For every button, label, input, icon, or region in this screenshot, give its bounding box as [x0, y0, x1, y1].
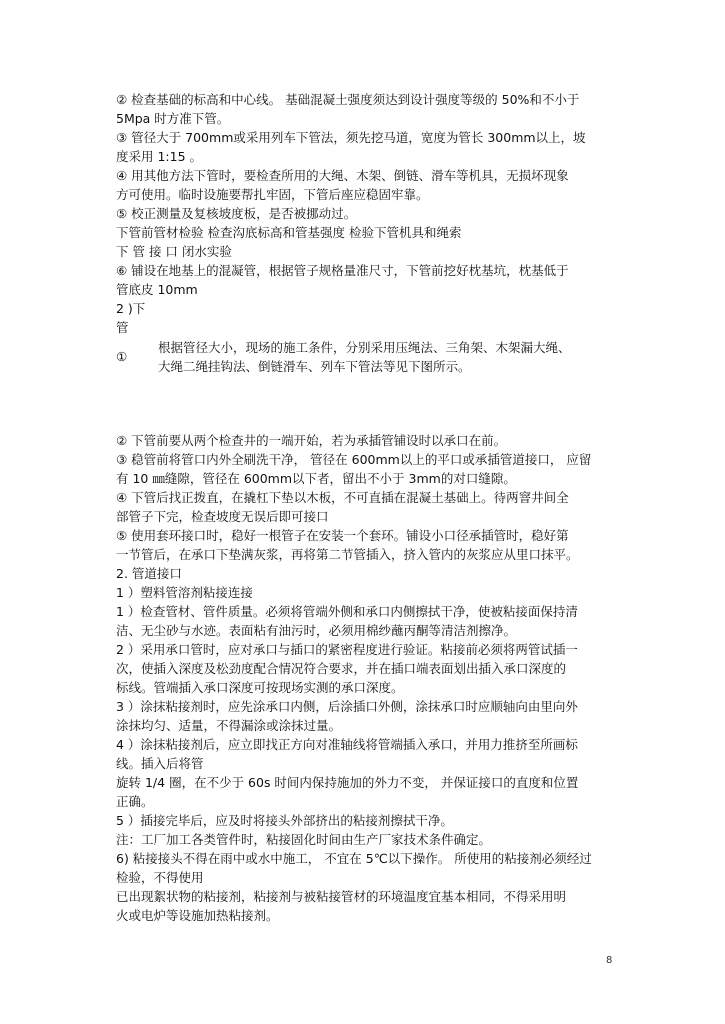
- text-line: 正确。: [116, 794, 154, 809]
- text-line: 2 ）采用承口管时，应对承口与插口的紧密程度进行验证。粘接前必须将两管试插一: [116, 642, 578, 657]
- text-line: 洁、无尘砂与水迹。表面粘有油污时，必须用棉纱蘸丙酮等清洁剂擦净。: [116, 623, 517, 638]
- text-line: 涂抹均匀、适量，不得漏涂或涂抹过量。: [116, 718, 342, 733]
- text-line: 管: [116, 320, 129, 335]
- text-line: 5 ）插接完毕后，应及时将接头外部挤出的粘接剂擦拭干净。: [116, 813, 453, 828]
- text-line: 已出现絮状物的粘接剂，粘接剂与被粘接管材的环境温度宜基本相同，不得采用明: [116, 889, 567, 904]
- text-line: ⑤ 校正测量及复核坡度板，是否被挪动过。: [116, 206, 357, 221]
- text-line: 根据管径大小，现场的施工条件，分别采用压绳法、三角架、木架漏大绳、: [158, 340, 571, 355]
- text-line: ⑥ 铺设在地基上的混凝管，根据管子规格量准尺寸，下管前挖好枕基坑，枕基低于: [116, 263, 569, 278]
- text-line: 火或电炉等设施加热粘接剂。: [116, 908, 279, 923]
- text-line: 旋转 1/4 圈，在不少于 60s 时间内保持施加的外力不变， 并保证接口的直度和位置: [116, 775, 579, 790]
- text-line: ⑤ 使用套环接口时，稳好一根管子在安装一个套环。铺设小口径承插管时，稳好第: [116, 528, 569, 543]
- text-line: 方可使用。临时设施要帮扎牢固，下管后座应稳固牢靠。: [116, 187, 429, 202]
- text-line: 次，使插入深度及松劲度配合情况符合要求，并在插口端表面划出插入承口深度的: [116, 661, 567, 676]
- text-line: 2 )下: [116, 301, 146, 316]
- text-line: 部管子下完，检查坡度无误后即可接口: [116, 509, 329, 524]
- text-line: 下 管 接 口 闭水实验: [116, 244, 232, 259]
- text-line: 3 ）涂抹粘接剂时，应先涂承口内侧，后涂插口外侧，涂抹承口时应顺轴向由里向外: [116, 699, 578, 714]
- text-line: 大绳二绳挂钩法、倒链滑车、列车下管法等见下图所示。: [158, 359, 471, 374]
- text-line: ② 下管前要从两个检查井的一端开始，若为承插管铺设时以承口在前。: [116, 433, 507, 448]
- text-line: 管底皮 10mm: [116, 282, 198, 297]
- text-line: ③ 管径大于 700mm或采用列车下管法，须先挖马道，宽度为管长 300mm以上，坡: [116, 130, 586, 145]
- text-line: 4 ）涂抹粘接剂后，应立即找正方向对准轴线将管端插入承口，并用力推挤至所画标: [116, 737, 578, 752]
- text-line: 有 10 ㎜缝隙，管径在 600mm以下者，留出不小于 3mm的对口缝隙。: [116, 471, 516, 486]
- text-line: 1 ）检查管材、管件质量。必须将管端外侧和承口内侧擦拭干净，使被粘接面保持清: [116, 604, 578, 619]
- text-line: 线。插入后将管: [116, 756, 204, 771]
- text-line: 标线。管端插入承口深度可按现场实测的承口深度。: [116, 680, 404, 695]
- text-line: ④ 下管后找正拨直，在撬杠下垫以木板，不可直插在混凝土基础上。待两窨井间全: [116, 490, 569, 505]
- text-line: 一节管后，在承口下垫满灰浆，再将第二节管插入，挤入管内的灰浆应从里口抹平。: [116, 547, 579, 562]
- subsection-heading: 1 ）塑料管溶剂粘接连接: [116, 585, 253, 600]
- text-line: ④ 用其他方法下管时，要检查所用的大绳、木架、倒链、滑车等机具，无损坏现象: [116, 168, 569, 183]
- text-line: ①: [116, 349, 128, 364]
- text-line: 度采用 1:15 。: [116, 149, 203, 164]
- text-line: 下管前管材检验 检查沟底标高和管基强度 检验下管机具和绳索: [116, 225, 462, 240]
- page-number: 8: [606, 955, 613, 966]
- text-line: ② 检查基础的标高和中心线。 基础混凝土强度须达到设计强度等级的 50%和不小于: [116, 92, 580, 107]
- text-line: 检验，不得使用: [116, 870, 204, 885]
- section-heading: 2. 管道接口: [116, 566, 182, 581]
- text-line: 5Mpa 时方准下管。: [116, 111, 230, 126]
- text-line: ③ 稳管前将管口内外全刷洗干净， 管径在 600mm以上的平口或承插管道接口， 应留: [116, 452, 592, 467]
- text-line: 6) 粘接接头不得在雨中或水中施工， 不宜在 5℃以下操作。 所使用的粘接剂必须经过: [116, 851, 592, 866]
- text-line: 注：工厂加工各类管件时，粘接固化时间由生产厂家技术条件确定。: [116, 832, 492, 847]
